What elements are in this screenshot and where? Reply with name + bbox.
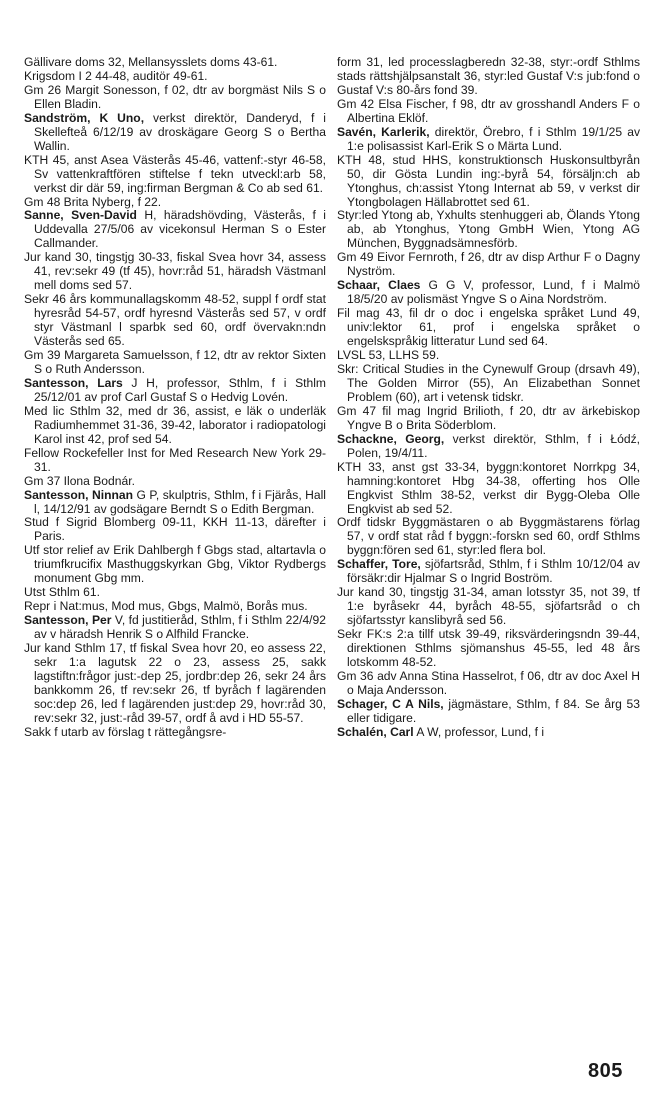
- entry-paragraph: [337, 363, 640, 405]
- entry-text: Gm 37 Ilona Bodnár.: [24, 473, 135, 488]
- entry-text: Fil mag 43, fil dr o doc i engelska språket Lund 49, univ:lektor 61, prof i engelska språket o engelskspråkig litteratur Lund sed 64.: [337, 306, 640, 349]
- entry-text: Krigsdom I 2 44-48, auditör 49-61.: [24, 68, 208, 83]
- entry-text: jägmästare, Sthlm, f 84. Se årg 53 eller tidigare.: [347, 696, 641, 725]
- right-column: [337, 56, 640, 740]
- entry-text: Gm 47 fil mag Ingrid Brilioth, f 20, dtr av ärkebiskop Yngve B o Brita Söderblom.: [337, 403, 640, 432]
- entry-text: Gm 49 Eivor Fernroth, f 26, dtr av disp Arthur F o Dagny Nyström.: [337, 250, 640, 279]
- entry-paragraph: [24, 642, 326, 726]
- entry-text: Gm 36 adv Anna Stina Hasselrot, f 06, dtr av doc Axel H o Maja Andersson.: [337, 668, 640, 697]
- entry-text: Jur kand 30, tingstjg 31-34, aman lotsstyr 35, not 39, tf 1:e byråsekr 44, byråch 48-55, sjöfartsråd o ch sjöfartsstyr kanslibyrå sed 56.: [337, 585, 640, 628]
- person-name: Sanne, Sven-David: [24, 208, 137, 223]
- entry-text: Jur kand 30, tingstjg 30-33, fiskal Svea hovr 34, assess 41, rev:sekr 49 (tf 45), hovr:råd 51, häradsh Västmanl mell doms sed 57.: [24, 250, 326, 293]
- entry-text: Sakk f utarb av förslag t rättegångsre-: [24, 724, 227, 739]
- entry-text: form 31, led processlagberedn 32-38, styr:-ordf Sthlms stads rättshjälpsanstalt 36, styr:led Gustaf V:s jub:fond o Gustaf V:s 80-års fond 39.: [337, 55, 640, 97]
- entry-paragraph: [337, 628, 640, 670]
- entry-paragraph: [337, 98, 640, 126]
- person-name: Schaffer, Tore,: [337, 557, 421, 572]
- entry-text: verkst direktör, Sthlm, f i Łódź, Polen, 19/4/11.: [347, 431, 640, 460]
- entry-paragraph: [24, 586, 326, 600]
- person-name: Schalén, Carl: [337, 724, 414, 739]
- biography-entry: [24, 377, 326, 405]
- entry-paragraph: [24, 600, 326, 614]
- entry-text: V, fd justitieråd, Sthlm, f i Sthlm 22/4/92 av v häradsh Henrik S o Alfhild Francke.: [34, 613, 326, 642]
- entry-text: Repr i Nat:mus, Mod mus, Gbgs, Malmö, Borås mus.: [24, 599, 308, 614]
- biography-entry: [24, 489, 326, 517]
- entry-paragraph: [24, 251, 326, 293]
- entry-paragraph: [337, 670, 640, 698]
- biography-entry: [337, 433, 640, 461]
- entry-paragraph: [24, 447, 326, 475]
- entry-text: Gm 26 Margit Sonesson, f 02, dtr av borgmäst Nils S o Ellen Bladin.: [24, 82, 326, 111]
- biography-entry: [337, 558, 640, 586]
- biography-entry: [24, 112, 326, 154]
- biography-entry: [24, 209, 326, 251]
- entry-paragraph: [24, 56, 326, 70]
- entry-text: verkst direktör, Danderyd, f i Skellefteå 6/12/19 av droskägare Georg S o Bertha Wallin.: [34, 110, 326, 153]
- entry-text: sjöfartsråd, Sthlm, f i Sthlm 10/12/04 av försäkr:dir Hjalmar S o Ingrid Boström.: [347, 557, 640, 586]
- biography-entry: [24, 614, 326, 642]
- entry-text: G P, skulptris, Sthlm, f i Fjärås, Hall l, 14/12/91 av godsägare Berndt S o Edith Bergman.: [34, 487, 326, 516]
- entry-paragraph: [337, 307, 640, 349]
- entry-paragraph: [337, 586, 640, 628]
- entry-text: Gm 42 Elsa Fischer, f 98, dtr av grosshandl Anders F o Albertina Eklöf.: [337, 96, 640, 125]
- entry-paragraph: [337, 56, 640, 98]
- entry-paragraph: [337, 516, 640, 558]
- entry-text: KTH 48, stud HHS, konstruktionsch Huskonsultbyrån 50, dir Gösta Lundin ing:-byrå 54, försäljn:ch ab Ytonghus, ch:assist Ytong Internat ab 59, v verkst dir Ytongbolagen Hällabrottet sed 61.: [337, 152, 640, 209]
- entry-text: J H, professor, Sthlm, f i Sthlm 25/12/01 av prof Carl Gustaf S o Hedvig Lovén.: [34, 375, 326, 404]
- person-name: Sandström, K Uno,: [24, 110, 145, 125]
- person-name: Schaar, Claes: [337, 278, 421, 293]
- entry-text: Gällivare doms 32, Mellansysslets doms 43-61.: [24, 55, 278, 69]
- person-name: Schager, C A Nils,: [337, 696, 444, 711]
- entry-paragraph: [24, 154, 326, 196]
- entry-text: Fellow Rockefeller Inst for Med Research New York 29-31.: [24, 445, 326, 474]
- entry-text: Med lic Sthlm 32, med dr 36, assist, e läk o underläk Radiumhemmet 31-36, 39-42, laborator i radiopatologi Karol inst 42, prof sed 54.: [24, 403, 326, 446]
- entry-paragraph: [24, 70, 326, 84]
- person-name: Santesson, Ninnan: [24, 487, 133, 502]
- entry-text: H, häradshövding, Västerås, f i Uddevalla 27/5/06 av vicekonsul Herman S o Ester Callmander.: [34, 208, 326, 251]
- entry-text: Gm 39 Margareta Samuelsson, f 12, dtr av rektor Sixten S o Ruth Andersson.: [24, 348, 326, 376]
- entry-text: KTH 45, anst Asea Västerås 45-46, vattenf:-styr 46-58, Sv vattenkraftfören stiftelse f tekn utveckl:arb 58, verkst dir där 59, ing:firman Bergman & Co ab sed 61.: [24, 152, 326, 195]
- person-name: Santesson, Per: [24, 613, 112, 628]
- entry-text: G G V, professor, Lund, f i Malmö 18/5/20 av polismäst Yngve S o Aina Nordström.: [347, 278, 640, 307]
- entry-paragraph: [24, 84, 326, 112]
- entry-paragraph: [24, 475, 326, 489]
- left-column: [24, 56, 326, 740]
- entry-paragraph: [337, 251, 640, 279]
- biography-entry: [337, 126, 640, 154]
- entry-paragraph: [24, 544, 326, 586]
- entry-paragraph: [24, 293, 326, 349]
- entry-text: Sekr FK:s 2:a tillf utsk 39-49, riksvärderingsndn 39-44, direktionen Sthlms sjömanshus 45-55, led 48 års lotskomm 48-52.: [337, 627, 640, 669]
- entry-text: Stud f Sigrid Blomberg 09-11, KKH 11-13, därefter i Paris.: [24, 515, 326, 544]
- entry-paragraph: [337, 405, 640, 433]
- entry-text: Ordf tidskr Byggmästaren o ab Byggmästarens förlag 57, v ordf stat råd f byggn:-forskn sed 60, ordf Sthlms byggn:fören sed 61, styr:led flera bol.: [337, 515, 640, 558]
- entry-paragraph: [24, 516, 326, 544]
- entry-paragraph: [337, 461, 640, 517]
- entry-paragraph: [337, 154, 640, 210]
- entry-paragraph: [24, 196, 326, 210]
- entry-paragraph: [337, 209, 640, 251]
- entry-text: direktör, Örebro, f i Sthlm 19/1/25 av 1:e polisassist Karl-Erik S o Märta Lund.: [347, 124, 640, 153]
- entry-text: Jur kand Sthlm 17, tf fiskal Svea hovr 20, eo assess 22, sekr 1:a lagutsk 22 o 23, assess 25, sakk lagstiftn:frågor just:-dep 25, jordbr:dep 26, sekr 24 års bankkomm 26, tf rev:sekr 26, tf byråch f lagärenden soc:dep 26, led f lagärenden just:dep 29, hovr:råd 30, rev:sekr 32, just:-råd 39-57, ordf å avd i HD 55-57.: [24, 641, 326, 725]
- entry-text: A W, professor, Lund, f i: [413, 724, 545, 739]
- entry-paragraph: [24, 405, 326, 447]
- biography-entry: [337, 698, 640, 726]
- page-number: 805: [588, 1060, 623, 1082]
- entry-text: KTH 33, anst gst 33-34, byggn:kontoret Norrkpg 34, hamning:kontoret Hbg 34-38, offerting hos Olle Engkvist Sthlm 38-52, verkst dir Bygg-Oleba Olle Engkvist ab sed 52.: [337, 459, 640, 516]
- entry-text: Skr: Critical Studies in the Cynewulf Group (drsavh 49), The Golden Mirror (55), An Elizabethan Sonnet Problem (60), art i vetensk tidskr.: [337, 361, 640, 404]
- person-name: Santesson, Lars: [24, 375, 123, 390]
- entry-paragraph: [24, 726, 326, 740]
- entry-text: Gm 48 Brita Nyberg, f 22.: [24, 194, 162, 209]
- person-name: Savén, Karlerik,: [337, 124, 430, 139]
- entry-paragraph: [24, 349, 326, 377]
- person-name: Schackne, Georg,: [337, 431, 445, 446]
- entry-text: Utf stor relief av Erik Dahlbergh f Gbgs stad, altartavla o triumfkrucifix Masthuggskyrkan Gbg, Viktor Rydbergs monument Gbg mm.: [24, 543, 326, 586]
- entry-text: Styr:led Ytong ab, Yxhults stenhuggeri ab, Ölands Ytong ab, ab Ytonghus, Ytong GmbH Wien, Ytong AG München, Byggnadsämnesförb.: [337, 208, 640, 251]
- biography-entry: [337, 726, 640, 740]
- entry-text: LVSL 53, LLHS 59.: [337, 348, 440, 363]
- biography-entry: [337, 279, 640, 307]
- entry-text: Sekr 46 års kommunallagskomm 48-52, suppl f ordf stat hyresråd 54-57, ordf hyresnd Västerås sed 57, v ordf styr Västmanl l sparbk sed 60, ordf övervakn:ndn Västerås sed 65.: [24, 292, 326, 349]
- entry-text: Utst Sthlm 61.: [24, 585, 100, 600]
- entry-paragraph: [337, 349, 640, 363]
